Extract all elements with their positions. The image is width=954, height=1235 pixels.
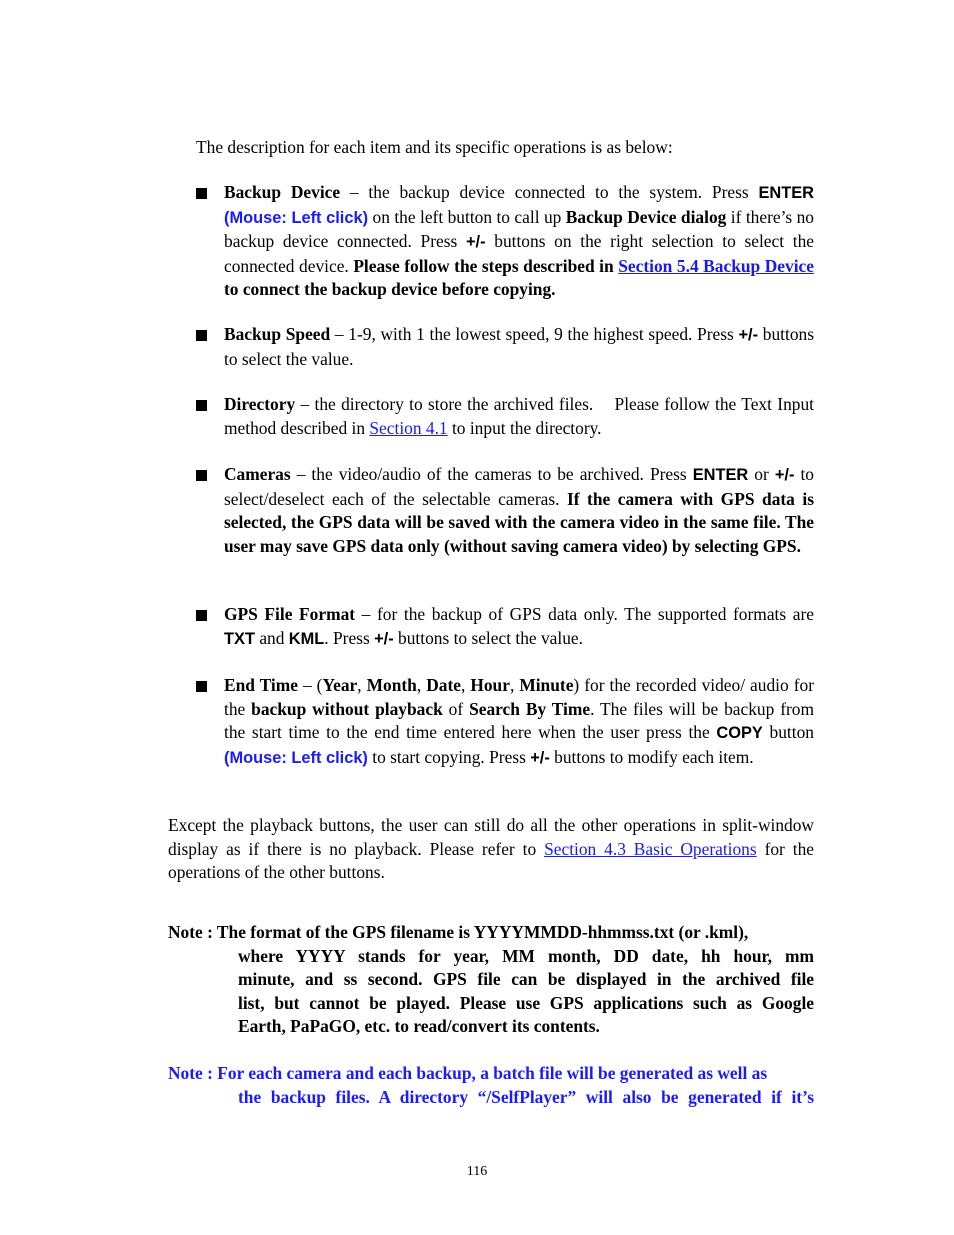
- separator: ,: [460, 675, 471, 695]
- mouse-hint: (Mouse: Left click): [224, 748, 368, 767]
- bold-text: Search By Time: [469, 698, 591, 719]
- bold-text: Month: [366, 675, 417, 695]
- item-backup-device: [196, 181, 814, 302]
- text: Except the playback buttons, the user can still do all the other operations in split-window display as if there is no playback. Please refer to: [168, 815, 814, 859]
- link-section-5-4[interactable]: Section 5.4 Backup Device: [618, 255, 814, 276]
- key-plus-minus: +/-: [774, 466, 795, 484]
- note-line: the backup files. A directory “/SelfPlayer” will also be generated if it’s: [238, 1086, 814, 1107]
- text: – for the backup of GPS data only. The supported formats are: [355, 604, 814, 624]
- square-bullet-icon: [196, 470, 207, 481]
- item-term: Backup Device: [224, 182, 341, 202]
- intro-text: The description for each item and its specific operations is as below:: [196, 137, 673, 157]
- note-batch-file: [168, 1062, 814, 1109]
- text: button: [762, 722, 814, 742]
- text: – the directory to store the archived files. Please follow the Text Input method described in: [224, 394, 819, 438]
- item-text: [224, 463, 814, 558]
- item-text: [224, 674, 814, 770]
- key-enter: ENTER: [692, 466, 749, 484]
- item-term: Cameras: [224, 464, 291, 484]
- mouse-hint: (Mouse: Left click): [224, 208, 369, 227]
- text: to input the directory.: [447, 417, 602, 438]
- note-gps-filename: [168, 921, 814, 1039]
- format-txt: TXT: [224, 629, 255, 648]
- key-copy: COPY: [716, 724, 763, 742]
- text: of: [442, 698, 470, 719]
- text: ) for the recorded video/ audio for the: [224, 675, 814, 719]
- note-line: minute, and ss second. GPS file can be displayed in the archived file: [238, 969, 814, 989]
- bold-text: to connect the backup device before copying.: [224, 279, 556, 299]
- text: . The files will be backup from the start time to the end time entered here when the user press the: [224, 698, 815, 742]
- square-bullet-icon: [196, 400, 207, 411]
- text: or: [748, 464, 775, 484]
- separator: ,: [416, 675, 427, 695]
- text: – (: [297, 675, 323, 695]
- text: – the video/audio of the cameras to be archived. Press: [290, 464, 693, 484]
- note-line: Earth, PaPaGO, etc. to read/convert its contents.: [238, 1016, 600, 1036]
- text: if there’s no backup device connected. Press: [224, 206, 815, 251]
- bold-text: backup without playback: [251, 698, 443, 719]
- bold-text: Minute: [519, 675, 574, 695]
- text: . Press: [324, 627, 375, 648]
- note-line: Note : The format of the GPS filename is YYYYMMDD-hhmmss.txt (or .kml),: [168, 922, 749, 942]
- format-kml: KML: [288, 629, 325, 648]
- text: buttons to modify each item.: [549, 746, 754, 767]
- text: for the operations of the other buttons.: [168, 838, 814, 882]
- square-bullet-icon: [196, 681, 207, 692]
- item-term: Backup Speed: [224, 324, 331, 344]
- square-bullet-icon: [196, 330, 207, 341]
- text: buttons to select the value.: [398, 627, 583, 648]
- link-section-4-1[interactable]: Section 4.1: [369, 417, 448, 438]
- item-text: [224, 323, 814, 371]
- item-term: End Time: [224, 675, 298, 695]
- key-plus-minus: +/-: [738, 326, 759, 344]
- item-text: [224, 603, 814, 651]
- page-number: 116: [466, 1164, 488, 1179]
- item-directory: [196, 393, 819, 440]
- link-section-4-3[interactable]: Section 4.3 Basic Operations: [544, 838, 757, 859]
- paragraph-other-operations: [168, 814, 814, 885]
- text: buttons on the right selection to select the connected device.: [224, 231, 814, 276]
- separator: ,: [357, 675, 367, 695]
- text: – the backup device connected to the system. Press: [340, 182, 759, 202]
- separator: ,: [509, 675, 520, 695]
- key-enter: ENTER: [758, 184, 814, 202]
- text: and: [254, 627, 289, 648]
- bold-text: Please follow the steps described in: [353, 255, 619, 276]
- bold-text: Date: [426, 675, 461, 695]
- item-cameras: [196, 463, 814, 558]
- key-plus-minus: +/-: [530, 748, 550, 767]
- note-line: Note : For each camera and each backup, a batch file will be generated as well as: [168, 1063, 768, 1083]
- item-end-time: [196, 674, 814, 770]
- square-bullet-icon: [196, 188, 207, 199]
- item-backup-speed: [196, 323, 814, 371]
- key-plus-minus: +/-: [465, 233, 486, 251]
- item-text: [224, 393, 819, 440]
- item-term: GPS File Format: [224, 604, 356, 624]
- item-gps-file-format: [196, 603, 814, 651]
- square-bullet-icon: [196, 610, 207, 621]
- text: – 1-9, with 1 the lowest speed, 9 the highest speed. Press: [330, 324, 739, 344]
- key-plus-minus: +/-: [374, 629, 394, 648]
- bold-text: Year: [322, 675, 358, 695]
- text: on the left button to call up: [368, 206, 566, 227]
- bold-text: Backup Device dialog: [565, 206, 727, 227]
- note-line: list, but cannot be played. Please use GPS applications such as Google: [238, 992, 814, 1013]
- item-term: Directory: [224, 394, 296, 414]
- bold-text: Hour: [470, 675, 510, 695]
- text: buttons to select the value.: [224, 324, 814, 369]
- text: to select/deselect each of the selectable cameras.: [224, 464, 815, 509]
- bold-text: If the camera with GPS data is selected, the GPS data will be saved with the camera video in the same file. The user may save GPS data only (without saving camera video) by selecting GPS.: [224, 488, 814, 556]
- note-line: where YYYY stands for year, MM month, DD date, hh hour, mm: [238, 945, 814, 966]
- item-text: [224, 181, 814, 302]
- text: to start copying. Press: [367, 746, 531, 767]
